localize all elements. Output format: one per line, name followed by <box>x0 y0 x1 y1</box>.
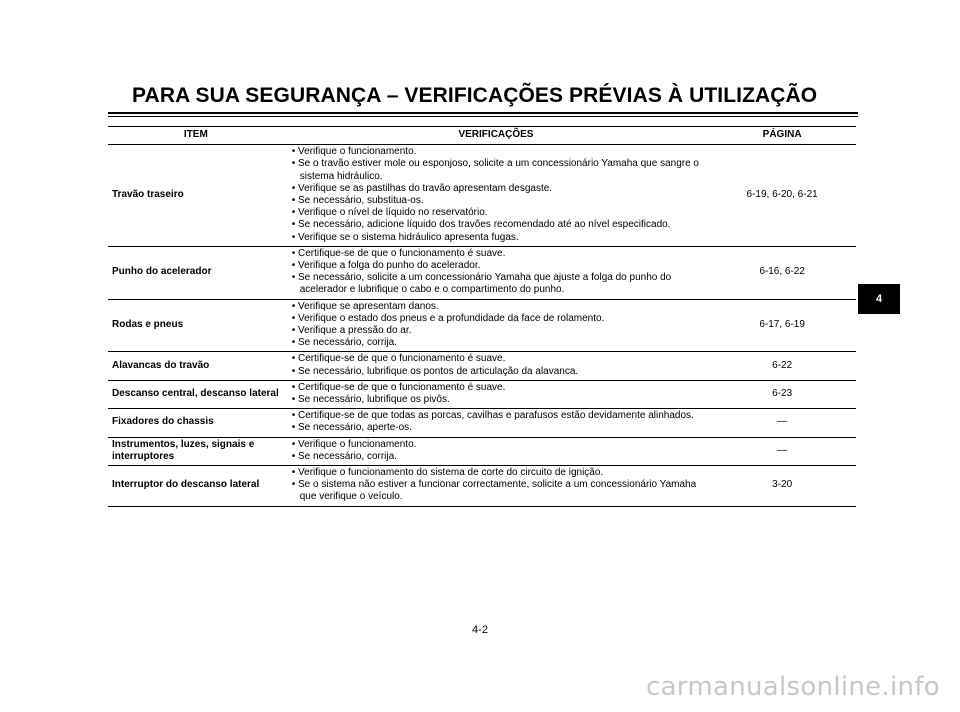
check-line: • Se necessário, solicite a um concessionário Yamaha que ajuste a folga do punho do acelerador e lubrifique o cabo e o compartimento do punho. <box>291 272 672 296</box>
table-row <box>108 380 856 408</box>
row-item: Rodas e pneus <box>108 299 284 352</box>
row-item: Punho do acelerador <box>108 246 284 299</box>
chapter-tab: 4 <box>858 284 900 314</box>
watermark: carmanualsonline.info <box>645 672 940 702</box>
check-line: • Verifique a pressão do ar. <box>291 325 412 337</box>
table-body <box>108 145 856 506</box>
table-row <box>108 145 856 247</box>
table-row <box>108 352 856 380</box>
table-row <box>108 466 856 507</box>
check-line: • Verifique o funcionamento do sistema de corte do circuito de ignição. <box>291 467 604 479</box>
page-title: PARA SUA SEGURANÇA – VERIFICAÇÕES PRÉVIAS À UTILIZAÇÃO <box>132 84 818 107</box>
table-row <box>108 409 856 437</box>
check-line: • Verifique o funcionamento. <box>291 146 417 158</box>
row-page: 3-20 <box>708 466 856 507</box>
row-page: 6-22 <box>708 352 856 380</box>
row-page: — <box>708 437 856 465</box>
check-line: • Se o sistema não estiver a funcionar correctamente, solicite a um concessionário Yamaha que verifique o veículo. <box>291 479 697 503</box>
check-line: • Se necessário, corrija. <box>291 450 397 462</box>
row-page: 6-19, 6-20, 6-21 <box>708 145 856 247</box>
row-item: Fixadores do chassis <box>108 409 284 437</box>
check-line: • Se necessário, aperte-os. <box>291 422 412 434</box>
table-header-row <box>108 127 856 145</box>
row-page: 6-16, 6-22 <box>708 246 856 299</box>
title-rule-thin <box>108 116 858 117</box>
check-line: • Se necessário, adicione líquido dos travões recomendado até ao nível especificado. <box>291 219 671 231</box>
check-line: • Verifique se apresentam danos. <box>291 300 439 312</box>
check-line: • Verifique se o sistema hidráulico apresenta fugas. <box>291 231 519 243</box>
row-checks <box>284 352 709 380</box>
row-item: Alavancas do travão <box>108 352 284 380</box>
header-item: ITEM <box>108 127 284 145</box>
check-line: • Se necessário, substitua-os. <box>291 195 424 207</box>
check-line: • Verifique se as pastilhas do travão apresentam desgaste. <box>291 182 553 194</box>
title-rule-thick <box>108 112 858 114</box>
row-item: Instrumentos, luzes, signais e interruptores <box>108 437 284 465</box>
check-line: • Verifique o estado dos pneus e a profundidade da face de rolamento. <box>291 312 605 324</box>
row-checks <box>284 409 709 437</box>
check-line: • Se o travão estiver mole ou esponjoso, solicite a um concessionário Yamaha que sangre o sistema hidráulico. <box>291 158 699 182</box>
row-item: Descanso central, descanso lateral <box>108 380 284 408</box>
check-line: • Verifique a folga do punho do acelerador. <box>291 260 481 272</box>
check-line: • Se necessário, corrija. <box>291 337 397 349</box>
table-row <box>108 437 856 465</box>
header-page: PÁGINA <box>708 127 856 145</box>
check-line: • Certifique-se de que o funcionamento é suave. <box>291 353 506 365</box>
check-line: • Certifique-se de que o funcionamento é suave. <box>291 247 506 259</box>
check-line: • Certifique-se de que o funcionamento é suave. <box>291 381 506 393</box>
check-line: • Verifique o nível de líquido no reservatório. <box>291 207 488 219</box>
row-page: 6-23 <box>708 380 856 408</box>
row-checks <box>284 299 709 352</box>
table-row <box>108 246 856 299</box>
row-checks <box>284 380 709 408</box>
table-row <box>108 299 856 352</box>
row-page: 6-17, 6-19 <box>708 299 856 352</box>
row-item: Travão traseiro <box>108 145 284 247</box>
check-line: • Se necessário, lubrifique os pivôs. <box>291 394 450 406</box>
row-item: Interruptor do descanso lateral <box>108 466 284 507</box>
check-line: • Verifique o funcionamento. <box>291 438 417 450</box>
row-checks <box>284 466 709 507</box>
row-checks <box>284 246 709 299</box>
check-line: • Se necessário, lubrifique os pontos de articulação da alavanca. <box>291 365 579 377</box>
page-number: 4-2 <box>472 624 488 636</box>
header-checks: VERIFICAÇÕES <box>284 127 709 145</box>
row-checks <box>284 145 709 247</box>
checks-table <box>108 126 856 507</box>
check-line: • Certifique-se de que todas as porcas, cavilhas e parafusos estão devidamente alinhados. <box>291 410 694 422</box>
row-page: — <box>708 409 856 437</box>
row-checks <box>284 437 709 465</box>
